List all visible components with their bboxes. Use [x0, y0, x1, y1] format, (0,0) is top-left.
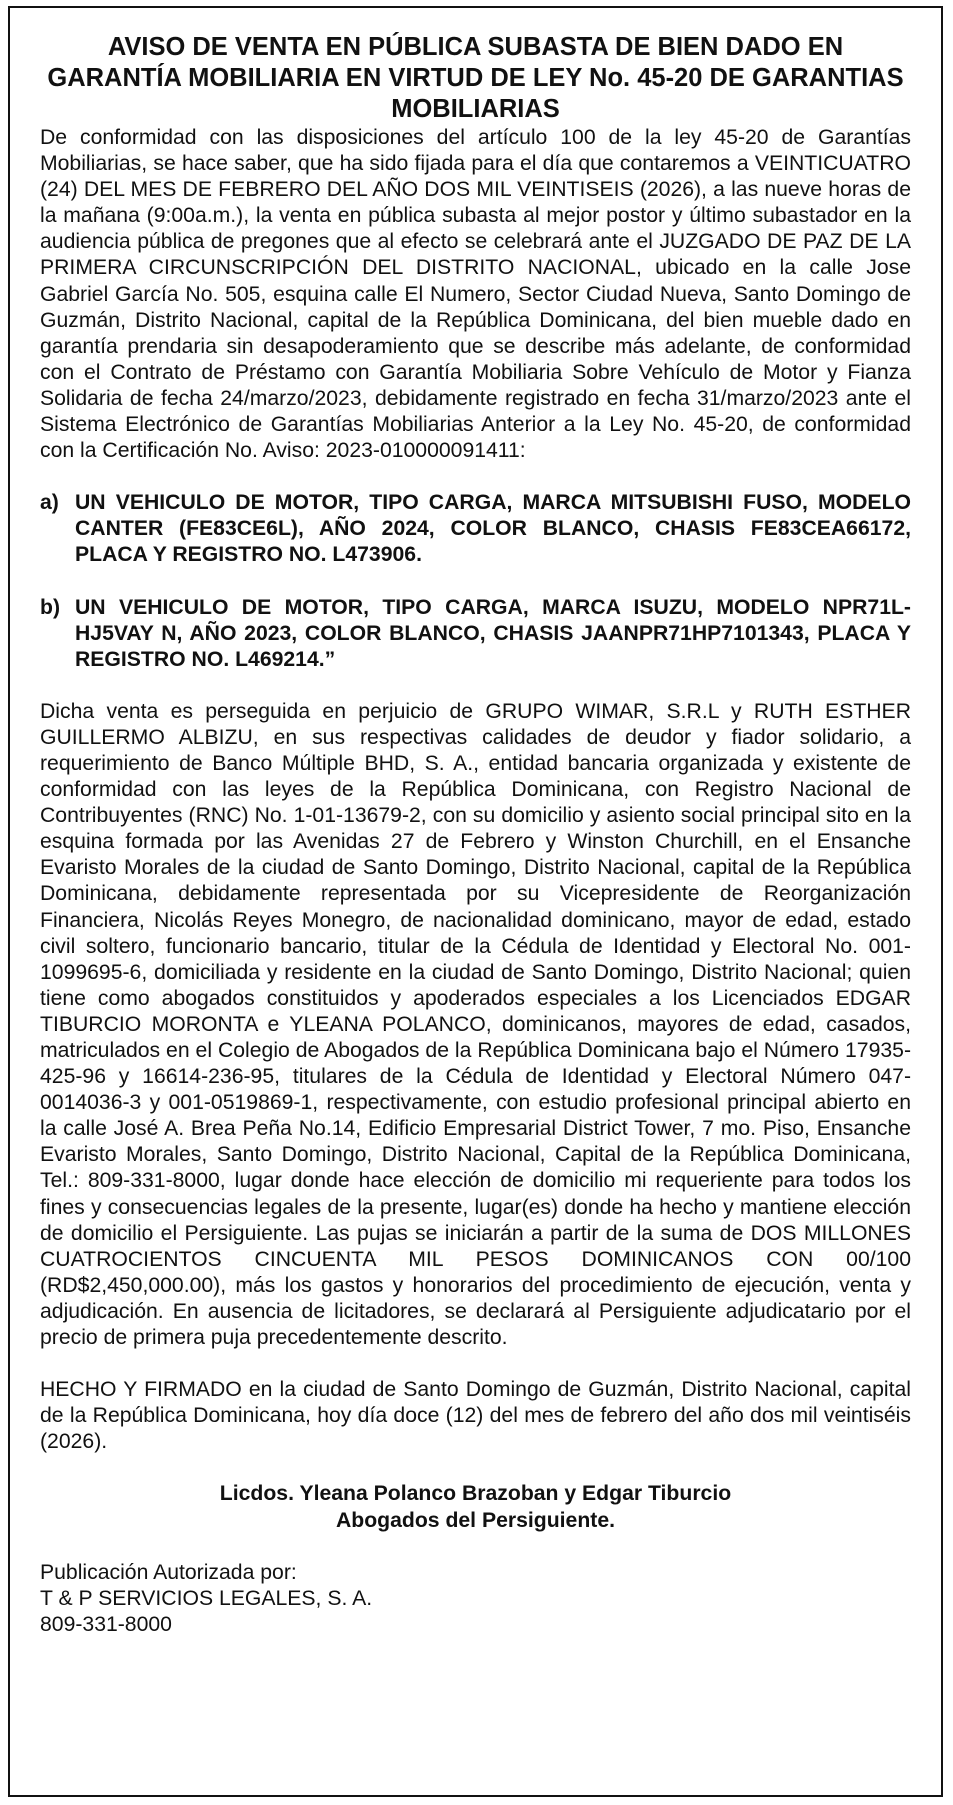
body-paragraph: Dicha venta es perseguida en perjuicio de GRUPO WIMAR, S.R.L y RUTH ESTHER GUILLERMO ALBIZU, en sus respectivas calidades de deudor y fiador solidario, a requerimiento de Banco Múltiple BHD, S. A., entidad bancaria organizada y existente de conformidad con las leyes de la República Dominicana, con Registro Nacional de Contribuyentes (RNC) No. 1-01-13679-2, con su domicilio y asiento social principal sito en la esquina formada por las Avenidas 27 de Febrero y Winston Churchill, en el Ensanche Evaristo Morales de la ciudad de Santo Domingo, Distrito Nacional, capital de la República Dominicana, debidamente representada por su Vicepresidente de Reorganización Financiera, Nicolás Reyes Monegro, de nacionalidad dominicano, mayor de edad, estado civil soltero, funcionario bancario, titular de la Cédula de Identidad y Electoral No. 001-1099695-6, domiciliada y residente en la ciudad de Santo Domingo, Distrito Nacional; quien tiene como abogados constituidos y apoderados especiales a los Licenciados EDGAR TIBURCIO MORONTA e YLEANA POLANCO, dominicanos, mayores de edad, casados, matriculados en el Colegio de Abogados de la República Dominicana bajo el Número 17935-425-96 y 16614-236-95, titulares de la Cédula de Identidad y Electoral Número 047-0014036-3 y 001-0519869-1, respectivamente, con estudio profesional principal abierto en la calle José A. Brea Peña No.14, Edificio Empresarial District Tower, 7 mo. Piso, Ensanche Evaristo Morales, Santo Domingo, Distrito Nacional, Capital de la República Dominicana, Tel.: 809-331-8000, lugar donde hace elección de domicilio mi requeriente para todos los fines y consecuencias legales de la presente, lugar(es) donde ha hecho y mantiene elección de domicilio el Persiguiente. Las pujas se iniciarán a partir de la suma de DOS MILLONES CUATROCIENTOS CINCUENTA MIL PESOS DOMINICANOS CON 00/100 (RD$2,450,000.00), más los gastos y honorarios del procedimiento de ejecución, venta y adjudicación. En ausencia de licitadores, se declarará al Persiguiente adjudicatario por el precio de primera puja precedentemente descrito. — [40, 699, 911, 1350]
item-marker: b) — [40, 595, 60, 619]
footer-phone: 809-331-8000 — [40, 1612, 172, 1636]
signature-role: Abogados del Persiguiente. — [335, 1508, 616, 1532]
signature-names: Licdos. Yleana Polanco Brazoban y Edgar Tiburcio — [219, 1482, 732, 1506]
closing-paragraph: HECHO Y FIRMADO en la ciudad de Santo Domingo de Guzmán, Distrito Nacional, capital de la República Dominicana, hoy día doce (12) del mes de febrero del año dos mil veintiséis (2026). — [40, 1378, 911, 1454]
list-item-a — [40, 490, 911, 568]
item-text: UN VEHICULO DE MOTOR, TIPO CARGA, MARCA MITSUBISHI FUSO, MODELO CANTER (FE83CE6L), AÑO 2024, COLOR BLANCO, CHASIS FE83CEA66172, PLACA Y REGISTRO NO. L473906. — [75, 491, 911, 567]
legal-notice — [8, 6, 943, 1797]
list-item-b — [40, 595, 911, 673]
item-marker: a) — [40, 491, 59, 515]
footer-label: Publicación Autorizada por: — [40, 1560, 297, 1584]
intro-paragraph: De conformidad con las disposiciones del artículo 100 de la ley 45-20 de Garantías Mobiliarias, se hace saber, que ha sido fijada para el día que contaremos a VEINTICUATRO (24) DEL MES DE FEBRERO DEL AÑO DOS MIL VEINTISEIS (2026), a las nueve horas de la mañana (9:00a.m.), la venta en pública subasta al mejor postor y último subastador en la audiencia pública de pregones que al efecto se celebrará ante el JUZGADO DE PAZ DE LA PRIMERA CIRCUNSCRIPCIÓN DEL DISTRITO NACIONAL, ubicado en la calle Jose Gabriel García No. 505, esquina calle El Numero, Sector Ciudad Nueva, Santo Domingo de Guzmán, Distrito Nacional, capital de la República Dominicana, del bien mueble dado en garantía prendaria sin desapoderamiento que se describe más adelante, de conformidad con el Contrato de Préstamo con Garantía Mobiliaria Sobre Vehículo de Motor y Fianza Solidaria de fecha 24/marzo/2023, debidamente registrado en fecha 31/marzo/2023 ante el Sistema Electrónico de Garantías Mobiliarias Anterior a la Ley No. 45-20, de conformidad con la Certificación No. Aviso: 2023-010000091411: — [40, 126, 911, 463]
item-text: UN VEHICULO DE MOTOR, TIPO CARGA, MARCA ISUZU, MODELO NPR71L-HJ5VAY N, AÑO 2023, COLOR BLANCO, CHASIS JAANPR71HP7101343, PLACA Y REGISTRO NO. L469214.” — [75, 595, 911, 671]
footer-company: T & P SERVICIOS LEGALES, S. A. — [40, 1586, 373, 1610]
notice-title: AVISO DE VENTA EN PÚBLICA SUBASTA DE BIEN DADO EN GARANTÍA MOBILIARIA EN VIRTUD DE LEY No. 45-20 DE GARANTIAS MOBILIARIAS — [47, 33, 904, 123]
